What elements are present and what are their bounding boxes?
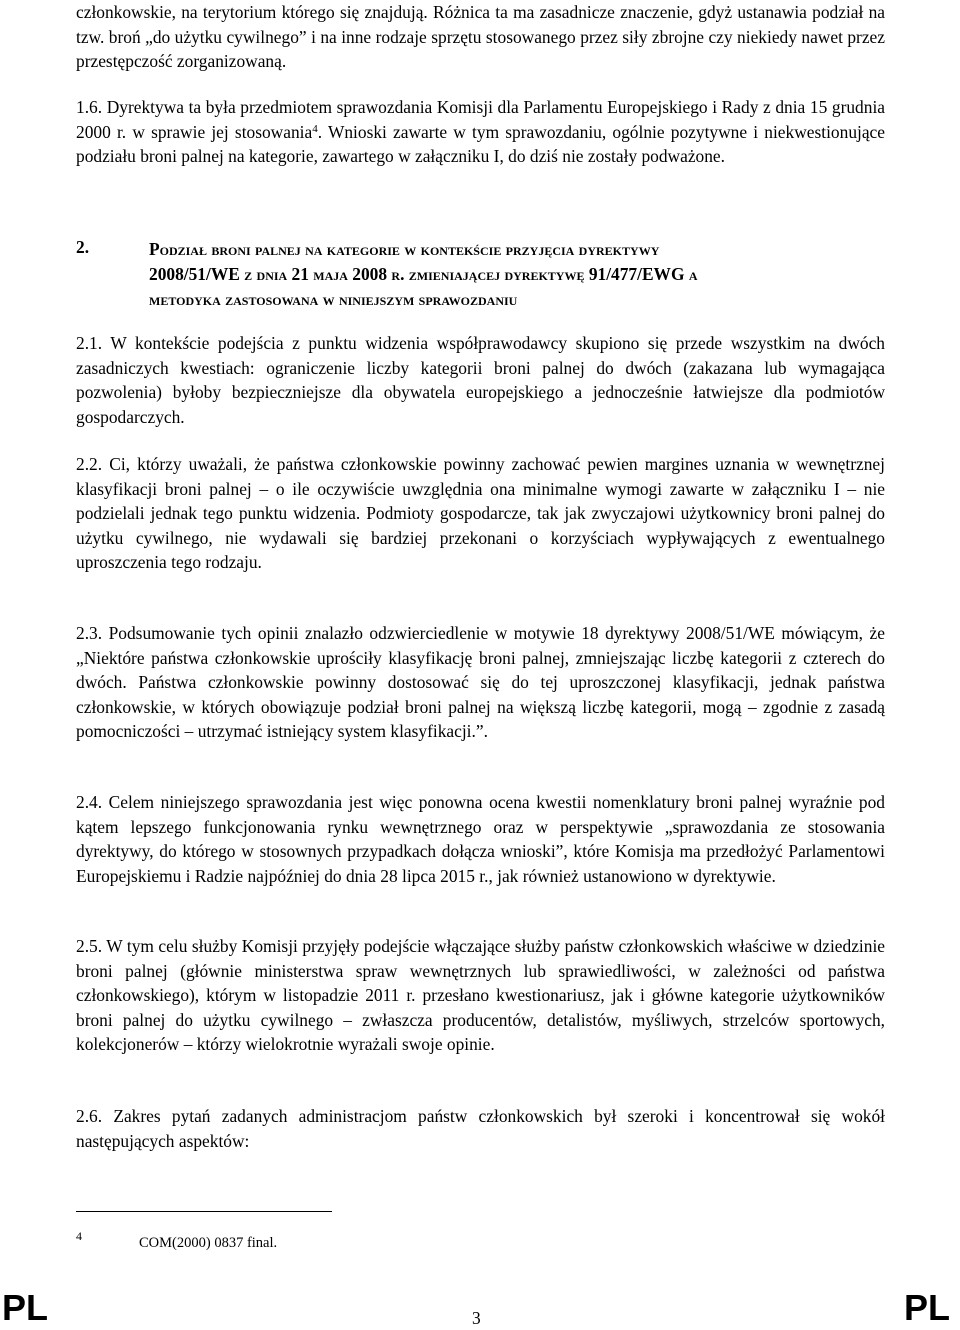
paragraph-1-6-part-b: . Wnioski zawarte w tym sprawozdaniu, ogólnie pozytywne i niekwestionujące podziału broni palnej na kategorie, zawartego w załączniku I, do dziś nie zostały podważone. [76,121,885,166]
paragraph-2-1: 2.1. W kontekście podejścia z punktu widzenia współprawodawcy skupiono się przede wszystkim na dwóch zasadniczych kwestiach: ograniczenie liczby kategorii broni palnej do dwóch (zakazana lub wymagająca pozwolenia) byłoby bezpieczniejsze dla obywatela europejskiego a jednocześnie łatwiejsze dla podmiotów gospodarczych. [76,333,885,427]
paragraph-2-4: 2.4. Celem niniejszego sprawozdania jest więc ponowna ocena kwestii nomenklatury broni palnej wyraźnie pod kątem lepszego funkcjonowania rynku wewnętrznego oraz w perspektywie „sprawozdania ze stosowania dyrektywy, do którego w stosownych przypadkach dołącza wnioski”, które Komisja ma przedłożyć Parlamentowi Europejskiemu i Radzie najpóźniej do dnia 28 lipca 2015 r., jak również ustanowiono w dyrektywie. [76,792,885,886]
footer-language-left: PL [2,1287,49,1328]
paragraph-2-3: 2.3. Podsumowanie tych opinii znalazło odzwierciedlenie w motywie 18 dyrektywy 2008/51/WE mówiącym, że „Niektóre państwa członkowskie uprościły klasyfikację broni palnej, zmniejszając liczbę kategorii z czterech do dwóch. Państwa członkowskie powinny dostosować się do tej uproszczonej klasyfikacji, jednak państwa członkowskie, w których obowiązuje podział broni palnej na większą liczbę kategorii, mogą – zgodnie z zasadą pomocniczości – utrzymać istniejący system klasyfikacji.”. [76,623,885,741]
footnote-separator [76,1211,332,1212]
section-title [149,237,885,312]
paragraph-2-5: 2.5. W tym celu służby Komisji przyjęły podejście włączające służby państw członkowskich właściwe w dziedzinie broni palnej (głównie ministerstwa spraw wewnętrznych lub sprawiedliwości, w zależności od państwa członkowskiego), którym w listopadzie 2011 r. przesłano kwestionariusz, jak i główne kategorie użytkowników broni palnej do użytku cywilnego – zwłaszcza producentów, detalistów, myśliwych, strzelców sportowych, kolekcjonerów – którzy wielokrotnie wyrażali swoje opinie. [76,936,885,1054]
section-number: 2. [76,237,90,257]
section-title-line-3: metodyka zastosowana w niniejszym sprawozdaniu [149,289,518,309]
footer-language-right: PL [903,1287,950,1328]
section-title-line-2: 2008/51/WE z dnia 21 maja 2008 r. zmieniającej dyrektywę 91/477/EWG a [149,264,698,284]
footnote-mark: 4 [76,1229,82,1243]
paragraph-1-6 [76,95,885,169]
section-title-line-1: Podział broni palnej na kategorie w kontekście przyjęcia dyrektywy [149,239,660,259]
page-number: 3 [472,1308,481,1328]
paragraph-1-6-part-a: 1.6. Dyrektywa ta była przedmiotem sprawozdania Komisji dla Parlamentu Europejskiego i Rady z dnia 15 grudnia 2000 r. w sprawie jej stosowania [76,97,885,142]
paragraph-intro: członkowskie, na terytorium którego się znajdują. Różnica ta ma zasadnicze znaczenie, gdyż ustanawia podział na tzw. broń „do użytku cywilnego” i na inne rodzaje sprzętu stosowanego przez siły zbrojne czy niekiedy nawet przez przestępczość zorganizowaną. [76,2,885,71]
footnote-text: COM(2000) 0837 final. [139,1235,278,1251]
paragraph-2-6: 2.6. Zakres pytań zadanych administracjom państw członkowskich był szeroki i koncentrował się wokół następujących aspektów: [76,1106,885,1151]
footnote-reference-4: 4 [312,122,318,135]
paragraph-2-2: 2.2. Ci, którzy uważali, że państwa członkowskie powinny zachować pewien margines uznania w wewnętrznej klasyfikacji broni palnej – o ile oczywiście uwzględnia ona minimalne wymogi zawarte w załączniku I – nie podzielali jednak tego punktu widzenia. Podmioty gospodarcze, tak jak zwyczajowi użytkownicy broni palnej do użytku cywilnego, nie wydawali się bardziej przekonani o korzyściach wypływających z ewentualnego uproszczenia tego rodzaju. [76,454,885,572]
